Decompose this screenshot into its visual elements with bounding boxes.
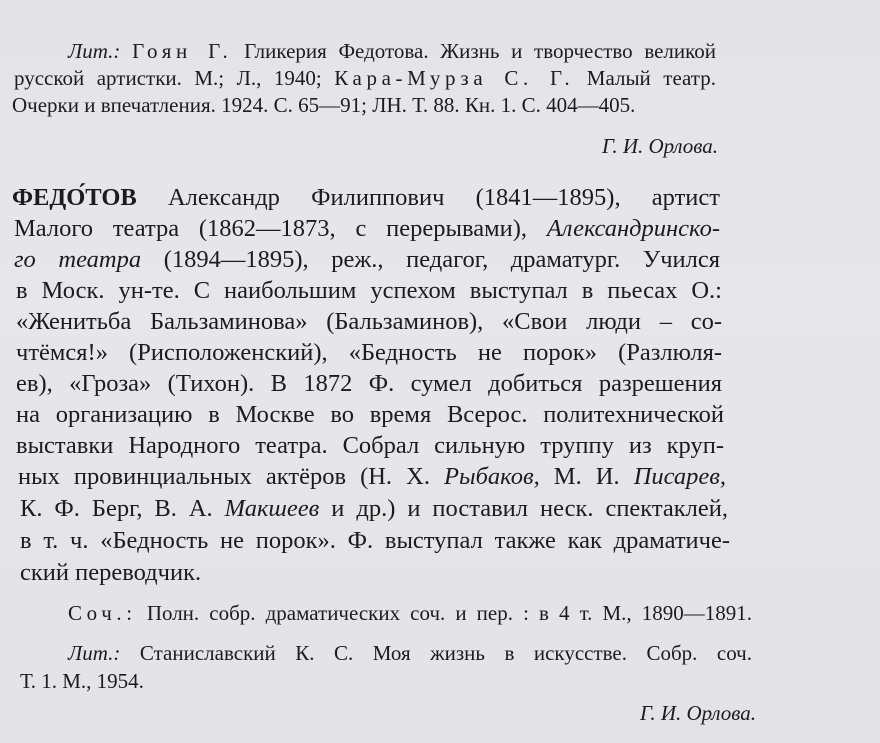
lit2-line-2: Т. 1. М., 1954. <box>20 669 144 693</box>
lit-line-3 <box>12 92 635 119</box>
lit-text: Гликерия Федотова. Жизнь и творчество великой <box>244 39 717 63</box>
lit-author: Гоян Г. <box>132 39 233 63</box>
signature: Г. И. Орлова. <box>639 701 756 725</box>
lit-author: Кара-Мурза С. Г. <box>334 66 575 90</box>
lit-label: Лит.: <box>68 39 121 63</box>
article-line-8: на организацию в Москве во время Всерос. политехнической <box>16 401 724 428</box>
article-line-12: в т. ч. «Бедность не порок». Ф. выступал также как драматиче- <box>20 527 730 554</box>
soch-text: Полн. собр. драматических соч. и пер. : в 4 т. М., 1890—1891. <box>146 601 753 625</box>
signature: Г. И. Орлова. <box>601 134 718 158</box>
lit-line-1 <box>68 38 716 65</box>
article-line-13: ский переводчик. <box>20 559 202 586</box>
lit-text: Малый театр. <box>586 66 716 90</box>
lit-text: русской артистки. М.; Л., 1940; <box>14 66 322 90</box>
headword: ФЕДО́ТОВ <box>12 184 137 211</box>
lit-text: Очерки и впечатления. 1924. С. 65—91; ЛН. Т. 88. Кн. 1. С. 404—405. <box>12 93 636 117</box>
article-line-5: «Женитьба Бальзаминова» (Бальзаминов), «Свои люди – со- <box>16 308 722 335</box>
article-line-1: ФЕДО́ТОВ Александр Филиппович (1841—1895), артист <box>12 184 721 211</box>
lit-label: Лит.: <box>68 641 121 665</box>
article-line-4: в Моск. ун-те. С наибольшим успехом выступал в пьесах О.: <box>16 277 722 304</box>
article-line-9: выставки Народного театра. Собрал сильную труппу из круп- <box>16 432 724 459</box>
article-line-6: чтёмся!» (Рисположенский), «Бедность не порок» (Разлюля- <box>16 339 722 366</box>
article-line-10: ных провинциальных актёров (Н. Х. Рыбаков, М. И. Писарев, <box>18 463 727 490</box>
article-line-2: Малого театра (1862—1873, с перерывами), Александринско- <box>14 215 720 242</box>
article-line-7: ев), «Гроза» (Тихон). В 1872 Ф. сумел добиться разрешения <box>16 370 722 397</box>
lit2-line-1: Лит.: Станиславский К. С. Моя жизнь в искусстве. Собр. соч. <box>68 641 752 665</box>
article-line-3: го театра (1894—1895), реж., педагог, драматург. Учился <box>14 246 720 273</box>
soch-label: Соч.: <box>68 601 137 625</box>
article-line-11: К. Ф. Берг, В. А. Макшеев и др.) и поставил неск. спектаклей, <box>20 495 729 522</box>
lit-line-2 <box>14 65 716 92</box>
works-line <box>68 600 752 627</box>
